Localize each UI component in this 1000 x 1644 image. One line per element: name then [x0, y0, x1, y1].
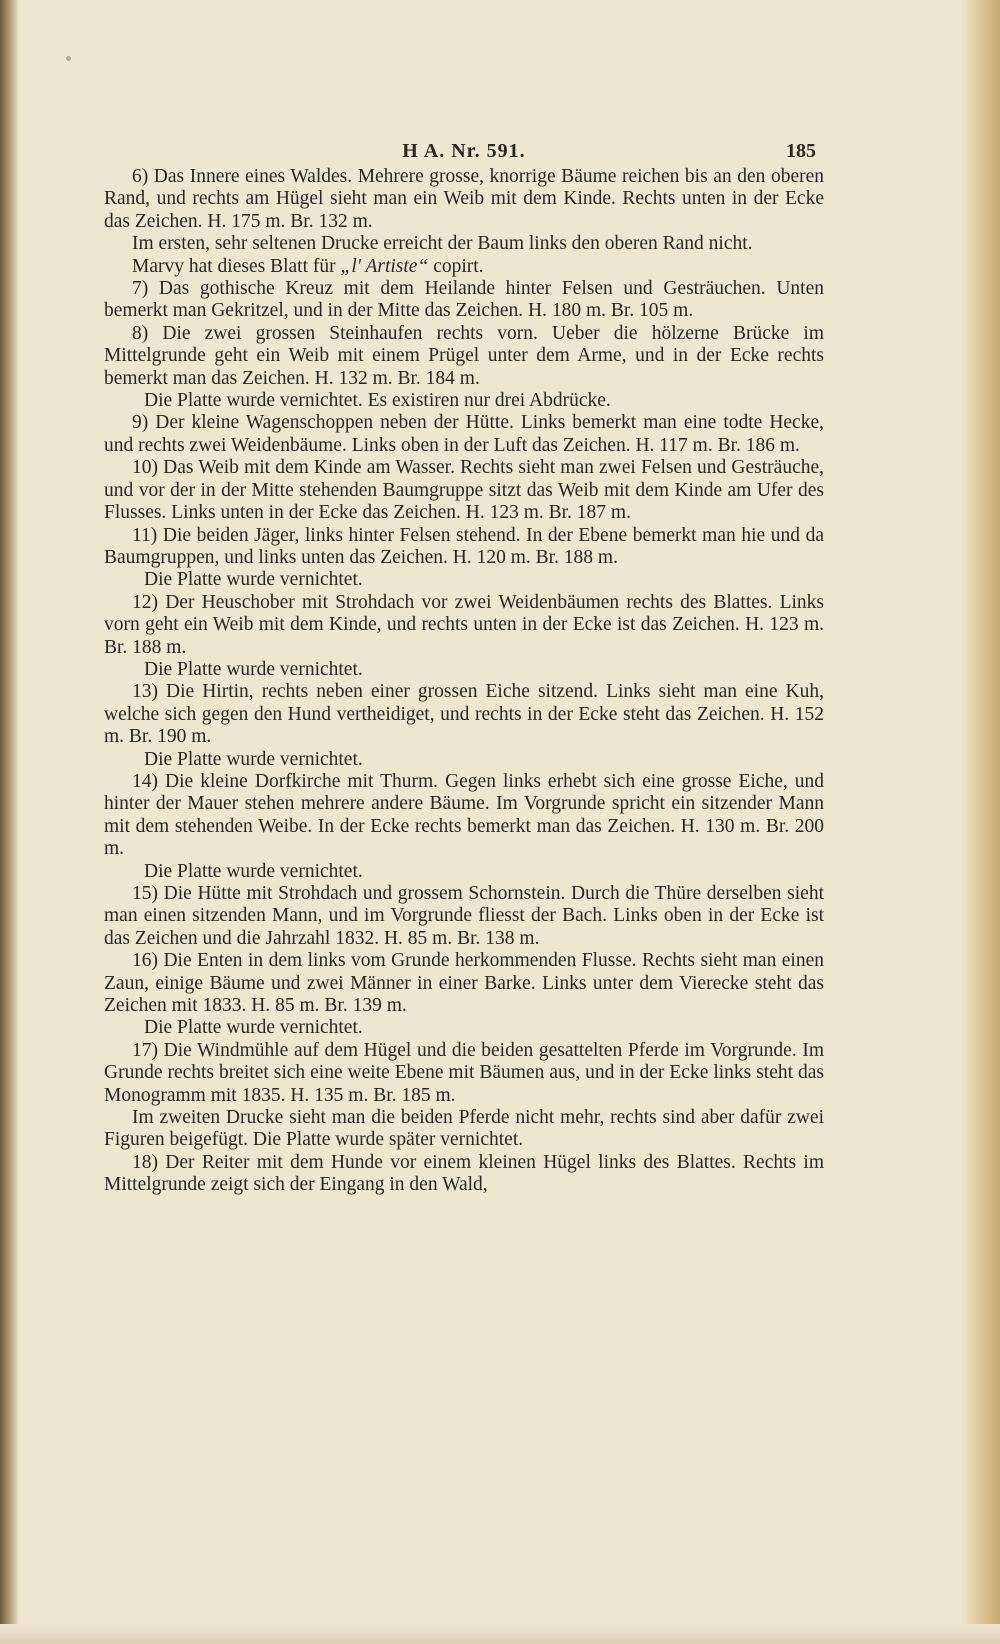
entry-paragraph: 9) Der kleine Wagenschoppen neben der Hütte. Links bemerkt man eine todte Hecke, und rechts zwei Weidenbäume. Links oben in der Luft das Zeichen. H. 117 m. Br. 186 m.: [104, 412, 824, 456]
entry-paragraph: 10) Das Weib mit dem Kinde am Wasser. Rechts sieht man zwei Felsen und Gesträuche, und vor der in der Mitte stehenden Baumgruppe sitzt das Weib mit dem Kinde am Ufer des Flusses. Links unten in der Ecke das Zeichen. H. 123 m. Br. 187 m.: [104, 457, 824, 524]
entry-note: Die Platte wurde vernichtet.: [144, 748, 363, 770]
catalogue-entries: [104, 166, 824, 1197]
entry-note: Die Platte wurde vernichtet.: [144, 569, 363, 591]
entry-note: Die Platte wurde vernichtet.: [144, 860, 363, 882]
entry-paragraph: 18) Der Reiter mit dem Hunde vor einem kleinen Hügel links des Blattes. Rechts im Mittelgrunde zeigt sich der Eingang in den Wald,: [104, 1151, 824, 1196]
running-header: [104, 132, 824, 166]
entry-note: Die Platte wurde vernichtet.: [144, 658, 363, 680]
page-bottom-edge: [0, 1624, 1000, 1644]
entry-note: Die Platte wurde vernichtet. Es existiren nur drei Abdrücke.: [144, 390, 611, 412]
page-outer-edge: [960, 0, 1000, 1644]
entry-paragraph: 11) Die beiden Jäger, links hinter Felsen stehend. In der Ebene bemerkt man hie und da Baumgruppen, und links unten das Zeichen. H. 120 m. Br. 188 m.: [104, 524, 824, 568]
entry-paragraph: 6) Das Innere eines Waldes. Mehrere grosse, knorrige Bäume reichen bis an den oberen Rand, und rechts am Hügel sieht man ein Weib mit dem Kinde. Rechts unten in der Ecke das Zeichen. H. 175 m. Br. 132 m.: [104, 166, 824, 232]
entry-paragraph: Im zweiten Drucke sieht man die beiden Pferde nicht mehr, rechts sind aber dafür zwei Figuren beigefügt. Die Platte wurde später vernichtet.: [104, 1107, 824, 1151]
entry-paragraph: 17) Die Windmühle auf dem Hügel und die beiden gesattelten Pferde im Vorgrunde. Im Grunde rechts breitet sich eine weite Ebene mit Bäumen aus, und in der Ecke links steht das Monogramm mit 1835. H. 135 m. Br. 185 m.: [104, 1039, 824, 1106]
entry-text: copirt.: [428, 255, 484, 277]
page-binding-edge: [0, 0, 18, 1644]
page-number: 185: [786, 140, 816, 162]
entry-note: Die Platte wurde vernichtet.: [144, 1017, 363, 1039]
entry-paragraph: 15) Die Hütte mit Strohdach und grossem Schornstein. Durch die Thüre derselben sieht man einen sitzenden Mann, und im Vorgrunde fliesst der Bach. Links oben in der Ecke ist das Zeichen und die Jahrzahl 1832. H. 85 m. Br. 138 m.: [104, 883, 824, 949]
entry-paragraph: Im ersten, sehr seltenen Drucke erreicht der Baum links den oberen Rand nicht.: [132, 233, 753, 255]
entry-paragraph: 12) Der Heuschober mit Strohdach vor zwei Weidenbäumen rechts des Blattes. Links vorn geht ein Weib mit dem Kinde, und rechts unten in der Ecke ist das Zeichen. H. 123 m. Br. 188 m.: [104, 591, 824, 658]
entry-paragraph: 16) Die Enten in dem links vom Grunde herkommenden Flusse. Rechts sieht man einen Zaun, einige Bäume und zwei Männer in einer Barke. Links unter dem Vierecke steht das Zeichen mit 1833. H. 85 m. Br. 139 m.: [104, 950, 824, 1017]
entry-paragraph: 7) Das gothische Kreuz mit dem Heilande hinter Felsen und Gesträuchen. Unten bemerkt man Gekritzel, und in der Mitte das Zeichen. H. 180 m. Br. 105 m.: [104, 278, 824, 322]
entry-paragraph: 8) Die zwei grossen Steinhaufen rechts vorn. Ueber die hölzerne Brücke im Mittelgrunde geht ein Weib mit einem Prügel unter dem Arme, und in der Ecke rechts bemerkt man das Zeichen. H. 132 m. Br. 184 m.: [104, 322, 824, 389]
running-header-title: H A. Nr. 591.: [402, 140, 526, 162]
entry-paragraph: 13) Die Hirtin, rechts neben einer grossen Eiche sitzend. Links sieht man eine Kuh, welche sich gegen den Hund vertheidiget, und rechts in der Ecke steht das Zeichen. H. 152 m. Br. 190 m.: [104, 681, 824, 748]
page-content: [104, 132, 824, 1197]
entry-paragraph: [104, 256, 824, 278]
entry-paragraph: 14) Die kleine Dorfkirche mit Thurm. Gegen links erhebt sich eine grosse Eiche, und hinter der Mauer stehen mehrere andere Bäume. Im Vorgrunde spricht ein sitzender Mann mit dem stehenden Weibe. In der Ecke rechts bemerkt man das Zeichen. H. 130 m. Br. 200 m.: [104, 770, 824, 860]
journal-title: „l' Artiste“: [340, 255, 429, 277]
entry-text: Marvy hat dieses Blatt für: [132, 255, 341, 277]
ink-speck: [66, 56, 71, 61]
